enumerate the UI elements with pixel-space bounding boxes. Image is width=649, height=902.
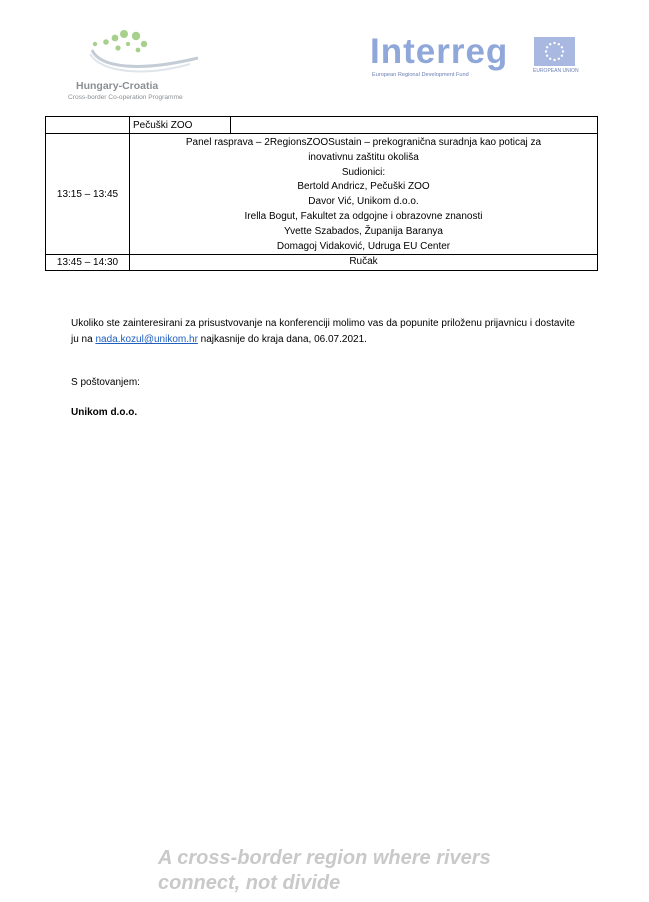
- panel-line: Davor Vić, Unikom d.o.o.: [308, 196, 419, 208]
- interreg-wordmark: Interreg: [370, 32, 509, 71]
- regards-text: S poštovanjem:: [71, 377, 140, 388]
- hungary-croatia-title: Hungary-Croatia: [76, 80, 159, 92]
- panel-line: Irella Bogut, Fakultet za odgojne i obrazovne znanosti: [244, 210, 483, 222]
- table-header-location: Pečuški ZOO: [130, 117, 231, 134]
- time-cell: 13:45 – 14:30: [46, 255, 130, 271]
- table-header-blank-cell: [231, 117, 598, 134]
- panel-line: Yvette Szabados, Županija Baranya: [284, 225, 443, 237]
- paragraph-text-before: Ukoliko ste zainteresirani za prisustvovanje na konferenciji molimo vas da popunite priloženu prijavnicu i dostavite ju na: [71, 318, 575, 345]
- lunch-cell: Ručak: [130, 255, 598, 271]
- invitation-paragraph: [71, 316, 575, 348]
- paragraph-text-after: najkasnije do kraja dana, 06.07.2021.: [197, 334, 367, 345]
- slogan-line: A cross-border region where rivers: [158, 847, 491, 869]
- panel-line: Sudionici:: [341, 166, 386, 178]
- footer-slogan: [158, 846, 491, 896]
- hungary-croatia-subtitle: Cross-border Co-operation Programme: [68, 94, 183, 101]
- panel-line: Bertold Andricz, Pečuški ZOO: [297, 181, 430, 193]
- table-header-empty-cell: [46, 117, 130, 134]
- panel-description-cell: [130, 134, 598, 255]
- panel-line: inovativnu zaštitu okoliša: [308, 151, 419, 163]
- email-link[interactable]: nada.kozul@unikom.hr: [95, 334, 198, 345]
- eu-flag-icon: [534, 37, 575, 66]
- company-name: Unikom d.o.o.: [71, 407, 138, 418]
- agenda-table: [45, 116, 598, 271]
- table-row: [46, 255, 598, 271]
- panel-line: Domagoj Vidaković, Udruga EU Center: [276, 240, 451, 252]
- panel-line: Panel rasprava – 2RegionsZOOSustain – prekogranična suradnja kao poticaj za: [185, 137, 542, 148]
- eu-caption: EUROPEAN UNION: [533, 68, 579, 74]
- erdf-caption: European Regional Development Fund: [372, 72, 469, 78]
- time-cell: 13:15 – 13:45: [46, 134, 130, 255]
- table-header-row: [46, 117, 598, 134]
- slogan-line: connect, not divide: [158, 872, 341, 894]
- table-row: [46, 134, 598, 255]
